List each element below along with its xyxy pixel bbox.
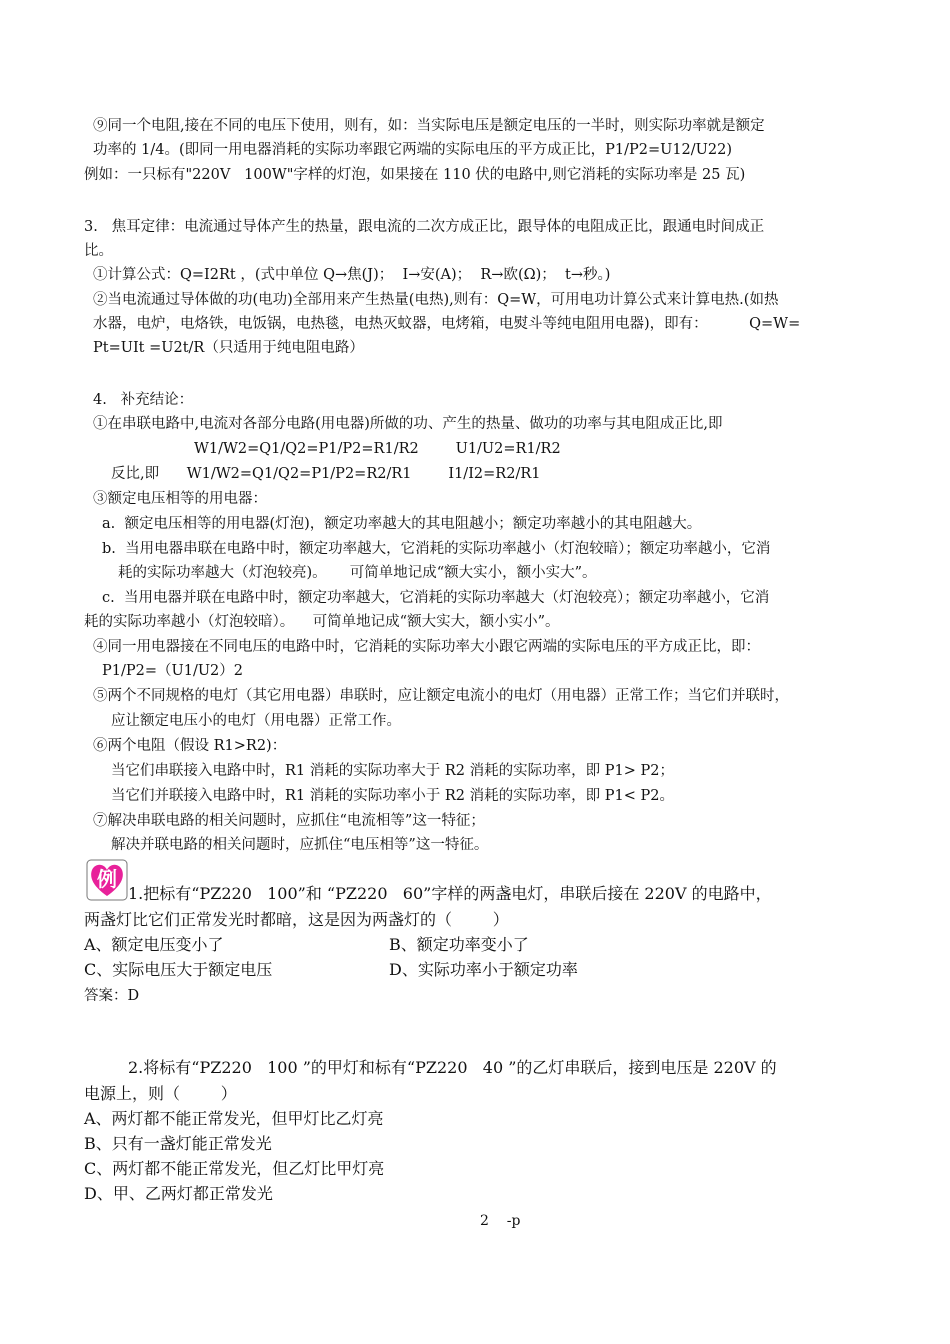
text-line: ③额定电压相等的用电器：: [93, 491, 267, 507]
option-b: B、只有一盏灯能正常发光: [84, 1134, 272, 1153]
text-line: 比。: [84, 243, 113, 259]
text-line: ④同一用电器接在不同电压的电路中时，它消耗的实际功率大小跟它两端的实际电压的平方成正比，即：: [93, 639, 760, 655]
text-line: c. 当用电器并联在电路中时，额定功率越大，它消耗的实际功率越大（灯泡较亮）；额定功率越小，它消: [102, 590, 770, 606]
text-line: P1/P2=（U1/U2）2: [102, 663, 243, 679]
option-b: B、额定功率变小了: [389, 935, 529, 954]
text-line: 例如：一只标有"220V 100W"字样的灯泡，如果接在 110 伏的电路中,则它消耗的实际功率是 25 瓦): [84, 167, 746, 183]
text-line: Pt=UIt =U2t/R（只适用于纯电阻电路）: [93, 340, 364, 356]
text-line: ②当电流通过导体做的功(电功)全部用来产生热量(电热),则有：Q=W，可用电功计算公式来计算电热.(如热: [93, 292, 779, 308]
text-line: a. 额定电压相等的用电器(灯泡)，额定功率越大的其电阻越小；额定功率越小的其电阻越大。: [102, 516, 702, 532]
text-line: 当它们并联接入电路中时，R1 消耗的实际功率小于 R2 消耗的实际功率，即 P1< P2。: [111, 788, 674, 804]
example-label: 例: [97, 867, 117, 891]
option-d: D、实际功率小于额定功率: [389, 960, 578, 979]
question-1-stem: 1.把标有“PZ220 100”和 “PZ220 60”字样的两盏电灯，串联后接在 220V 的电路中，: [128, 884, 772, 903]
text-line: 水器，电炉，电烙铁，电饭锅，电热毯，电热灭蚊器，电烤箱，电熨斗等纯电阻用电器)，即有： Q=W=: [93, 316, 801, 332]
text-line: 当它们串联接入电路中时，R1 消耗的实际功率大于 R2 消耗的实际功率，即 P1> P2；: [111, 763, 674, 779]
option-d: D、甲、乙两灯都正常发光: [84, 1184, 273, 1203]
text-line: ⑨同一个电阻,接在不同的电压下使用，则有，如：当实际电压是额定电压的一半时，则实际功率就是额定: [93, 118, 765, 134]
option-c: C、两灯都不能正常发光，但乙灯比甲灯亮: [84, 1159, 385, 1178]
option-a: A、两灯都不能正常发光，但甲灯比乙灯亮: [84, 1109, 384, 1128]
text-line: 功率的 1/4。(即同一用电器消耗的实际功率跟它两端的实际电压的平方成正比，P1/P2=U12/U22): [93, 142, 732, 158]
text-line: 解决并联电路的相关问题时，应抓住“电压相等”这一特征。: [111, 837, 489, 853]
text-line: 耗的实际功率越小（灯泡较暗）。 可简单地记成“额大实大，额小实小”。: [84, 614, 560, 630]
page-number: 2 -p: [480, 1213, 521, 1229]
option-c: C、实际电压大于额定电压: [84, 960, 273, 979]
text-line: ①计算公式：Q=I2Rt ，(式中单位 Q→焦(J)； I→安(A)； R→欧(Ω)； t→秒。): [93, 267, 611, 283]
text-line: 应让额定电压小的电灯（用电器）正常工作。: [111, 713, 401, 729]
text-line: ⑦解决串联电路的相关问题时，应抓住“电流相等”这一特征；: [93, 813, 485, 829]
question-2-stem: 电源上，则（ ）: [84, 1084, 237, 1103]
example-badge: [86, 859, 128, 901]
text-line: 耗的实际功率越大（灯泡较亮)。 可简单地记成“额大实小，额小实大”。: [118, 565, 597, 581]
text-line: 反比,即 W1/W2=Q1/Q2=P1/P2=R2/R1 I1/I2=R2/R1: [111, 466, 541, 482]
text-line: W1/W2=Q1/Q2=P1/P2=R1/R2 U1/U2=R1/R2: [194, 441, 561, 457]
question-1-stem: 两盏灯比它们正常发光时都暗，这是因为两盏灯的（ ）: [84, 910, 509, 929]
text-line: 4. 补充结论：: [93, 392, 194, 408]
option-a: A、额定电压变小了: [84, 935, 224, 954]
text-line: 3. 焦耳定律：电流通过导体产生的热量，跟电流的二次方成正比，跟导体的电阻成正比，跟通电时间成正: [84, 219, 765, 235]
question-2-stem: 2.将标有“PZ220 100 ”的甲灯和标有“PZ220 40 ”的乙灯串联后，接到电压是 220V 的: [128, 1058, 777, 1077]
text-line: ⑤两个不同规格的电灯（其它用电器）串联时，应让额定电流小的电灯（用电器）正常工作；当它们并联时，: [93, 688, 789, 704]
text-line: b. 当用电器串联在电路中时，额定功率越大，它消耗的实际功率越小（灯泡较暗）；额定功率越小，它消: [102, 541, 771, 557]
text-line: ⑥两个电阻（假设 R1>R2)：: [93, 738, 287, 754]
answer: 答案：D: [84, 988, 140, 1004]
text-line: ①在串联电路中,电流对各部分电路(用电器)所做的功、产生的热量、做功的功率与其电阻成正比,即: [93, 416, 723, 432]
